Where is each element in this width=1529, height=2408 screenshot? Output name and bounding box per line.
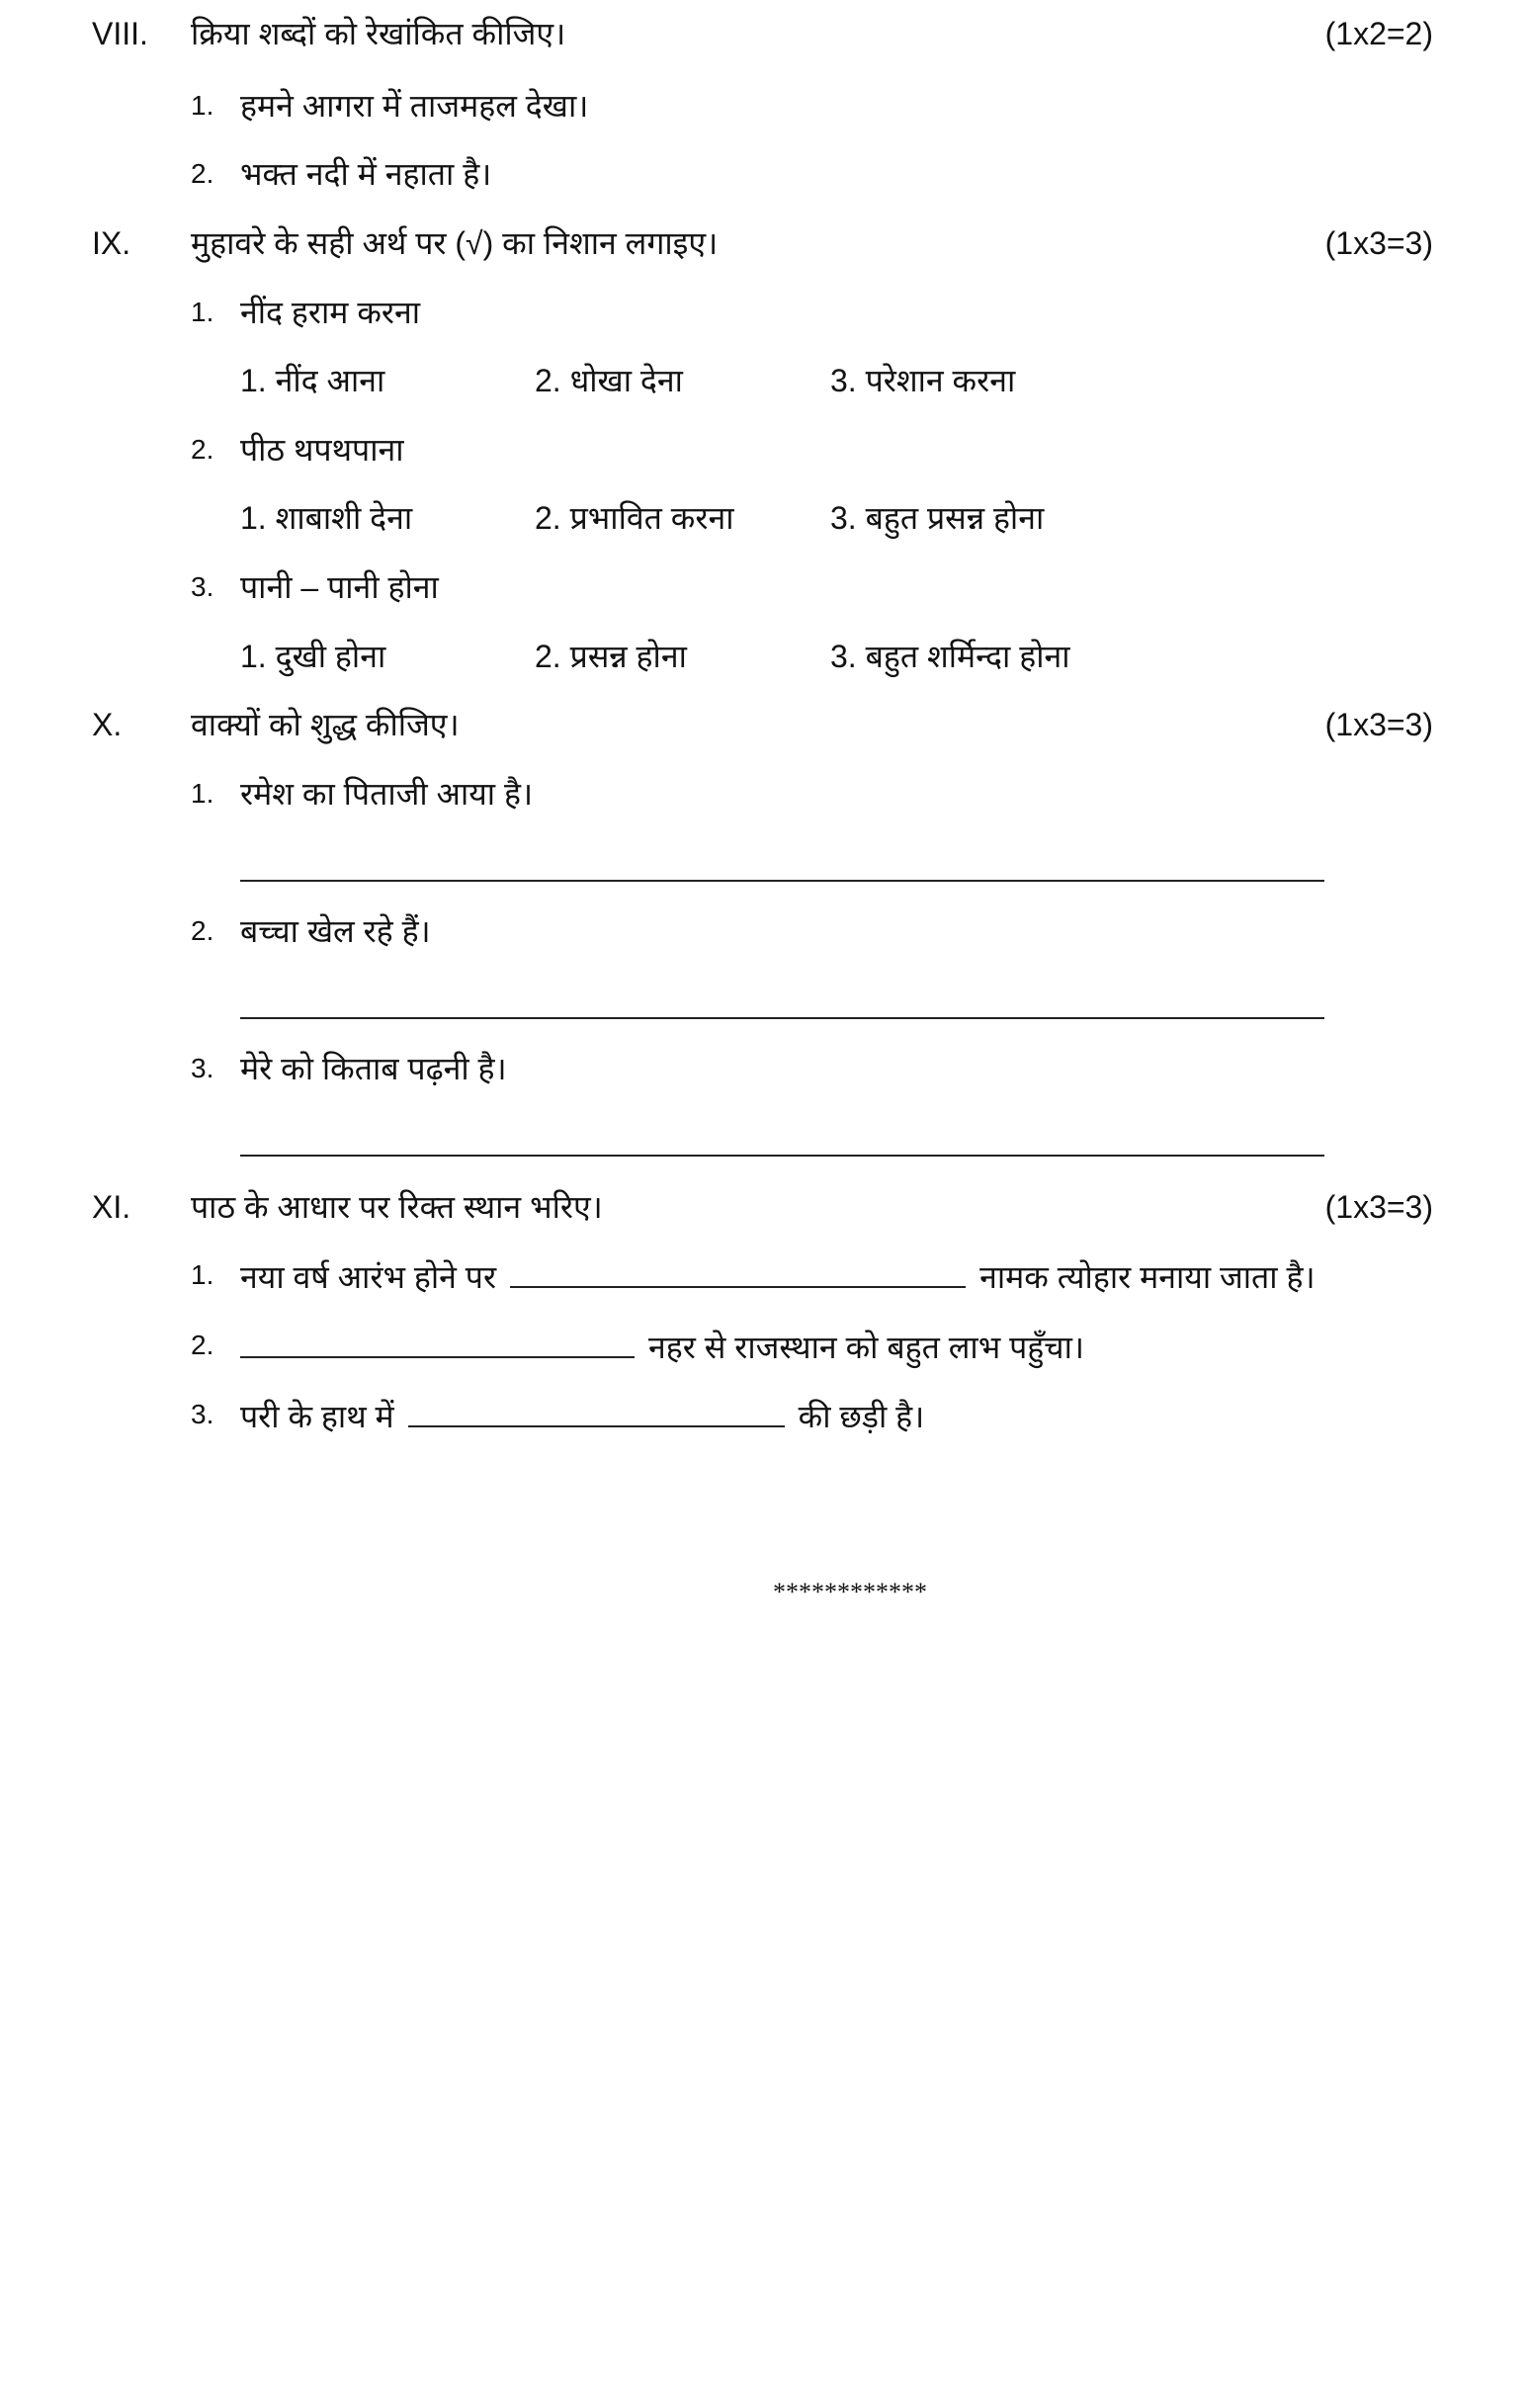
item-text (240, 1250, 1316, 1302)
section-marks: (1x3=3) (1324, 1189, 1433, 1225)
option[interactable]: 3. बहुत प्रसन्न होना (830, 500, 1045, 536)
option[interactable]: 2. प्रभावित करना (535, 500, 734, 536)
section-numeral: VIII. (92, 16, 148, 51)
section-numeral: XI. (92, 1189, 131, 1225)
item-number: 1. (191, 778, 214, 809)
item-text (240, 1390, 924, 1441)
item-number: 1. (191, 90, 214, 121)
answer-line[interactable] (240, 1155, 1324, 1157)
text-before-blank: नया वर्ष आरंभ होने पर (240, 1259, 497, 1295)
question-item (0, 288, 1529, 337)
question-item (0, 769, 1529, 818)
blank-field[interactable] (510, 1250, 966, 1288)
section-numeral: IX. (92, 225, 131, 261)
blank-field[interactable] (240, 1321, 635, 1358)
item-text: हमने आगरा में ताजमहल देखा। (240, 88, 589, 124)
text-after-blank: नहर से राजस्थान को बहुत लाभ पहुँचा। (648, 1330, 1084, 1365)
text-before-blank: परी के हाथ में (240, 1399, 394, 1434)
section-marks: (1x3=3) (1324, 707, 1433, 742)
section-numeral: X. (92, 707, 123, 742)
option-row (0, 356, 1529, 405)
question-item (0, 149, 1529, 199)
section-title: वाक्यों को शुद्ध कीजिए। (191, 707, 460, 742)
item-text: मेरे को किताब पढ़नी है। (240, 1051, 507, 1086)
option[interactable]: 2. प्रसन्न होना (535, 639, 687, 674)
section-title: क्रिया शब्दों को रेखांकित कीजिए। (191, 16, 566, 51)
question-item (0, 425, 1529, 474)
item-text: पीठ थपथपाना (240, 432, 404, 468)
question-item (0, 562, 1529, 612)
end-of-paper-stars: ************ (773, 1578, 927, 1606)
question-item (0, 906, 1529, 956)
item-number: 2. (191, 158, 214, 189)
section-x-header (0, 700, 1529, 749)
fill-blank-item (0, 1250, 1529, 1300)
blank-field[interactable] (408, 1390, 785, 1427)
answer-line[interactable] (240, 880, 1324, 882)
section-marks: (1x2=2) (1324, 16, 1433, 51)
section-ix-header (0, 218, 1529, 268)
option[interactable]: 2. धोखा देना (535, 363, 683, 398)
item-number: 2. (191, 915, 214, 946)
item-number: 3. (191, 1399, 214, 1429)
question-item (0, 1044, 1529, 1093)
section-marks: (1x3=3) (1324, 225, 1433, 261)
option[interactable]: 1. नींद आना (240, 363, 385, 398)
item-number: 3. (191, 1053, 214, 1083)
item-text: भक्त नदी में नहाता है। (240, 156, 492, 192)
fill-blank-item (0, 1321, 1529, 1370)
text-after-blank: की छड़ी है। (798, 1399, 925, 1434)
item-text (240, 1321, 1084, 1372)
item-number: 1. (191, 1259, 214, 1290)
question-item (0, 81, 1529, 130)
option-row (0, 493, 1529, 543)
item-number: 2. (191, 1330, 214, 1360)
option[interactable]: 1. शाबाशी देना (240, 500, 413, 536)
item-number: 3. (191, 571, 214, 602)
item-number: 1. (191, 297, 214, 327)
item-text: पानी – पानी होना (240, 569, 439, 605)
option[interactable]: 3. बहुत शर्मिन्दा होना (830, 639, 1070, 674)
option[interactable]: 1. दुखी होना (240, 639, 386, 674)
section-viii-header (0, 9, 1529, 58)
section-title: पाठ के आधार पर रिक्त स्थान भरिए। (191, 1189, 603, 1225)
fill-blank-item (0, 1390, 1529, 1439)
item-text: रमेश का पिताजी आया है। (240, 776, 534, 812)
answer-line[interactable] (240, 1017, 1324, 1019)
section-title: मुहावरे के सही अर्थ पर (√) का निशान लगाइए। (191, 225, 719, 261)
section-xi-header (0, 1182, 1529, 1232)
option-row (0, 632, 1529, 681)
option[interactable]: 3. परेशान करना (830, 363, 1016, 398)
item-text: नींद हराम करना (240, 295, 421, 330)
text-after-blank: नामक त्योहार मनाया जाता है। (979, 1259, 1316, 1295)
item-number: 2. (191, 434, 214, 465)
item-text: बच्चा खेल रहे हैं। (240, 913, 431, 949)
